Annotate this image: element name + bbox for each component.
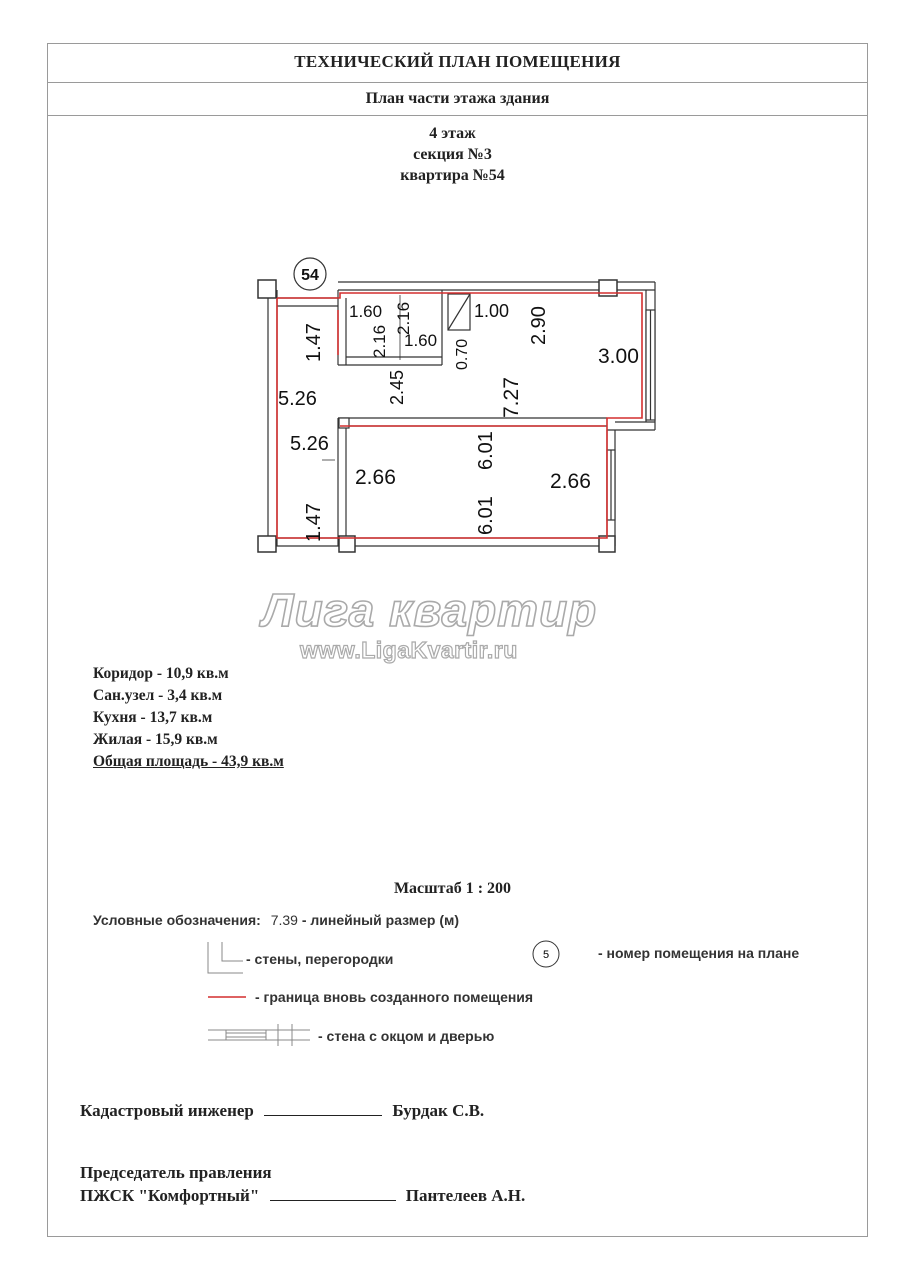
scale-label: Масштаб 1 : 200 bbox=[393, 880, 512, 897]
chair-label-2: ПЖСК "Комфортный" bbox=[80, 1186, 260, 1205]
dim-label: 0.70 bbox=[454, 338, 471, 370]
dim-label: 1.47 bbox=[303, 503, 325, 542]
legend-title bbox=[93, 912, 459, 928]
dim-label: 2.90 bbox=[528, 306, 550, 345]
legend-title-text: Условные обозначения: bbox=[93, 912, 261, 928]
area-kitchen: Кухня - 13,7 кв.м bbox=[93, 709, 213, 726]
dim-label: 1.60 bbox=[349, 302, 383, 321]
dim-label: 1.60 bbox=[404, 331, 438, 350]
dim-label: 2.66 bbox=[355, 466, 396, 489]
chair-signature-line bbox=[80, 1186, 525, 1206]
document-subtitle: План части этажа здания bbox=[48, 83, 867, 116]
dim-label: 5.26 bbox=[278, 388, 317, 410]
dim-label: 7.27 bbox=[500, 377, 523, 418]
boundary-symbol bbox=[206, 992, 248, 1002]
dim-label: 2.16 bbox=[370, 324, 389, 358]
walls-symbol bbox=[205, 940, 245, 976]
area-corridor: Коридор - 10,9 кв.м bbox=[93, 665, 229, 682]
area-total: Общая площадь - 43,9 кв.м bbox=[93, 753, 284, 770]
engineer-signature-line bbox=[80, 1101, 484, 1121]
legend-walls: - стены, перегородки bbox=[246, 951, 394, 967]
chair-signature-blank bbox=[270, 1186, 396, 1201]
engineer-label: Кадастровый инженер bbox=[80, 1101, 254, 1120]
area-living: Жилая - 15,9 кв.м bbox=[93, 731, 218, 748]
engineer-name: Бурдак С.В. bbox=[392, 1101, 485, 1120]
area-bathroom: Сан.узел - 3,4 кв.м bbox=[93, 687, 223, 704]
legend-sample-value: 7.39 bbox=[270, 912, 298, 928]
section-label: секция №3 bbox=[413, 146, 492, 163]
chair-name: Пантелеев А.Н. bbox=[405, 1186, 526, 1205]
floor-label: 4 этаж bbox=[429, 125, 476, 142]
chair-label-1: Председатель правления bbox=[80, 1163, 272, 1182]
room-number-sample: 5 bbox=[542, 949, 550, 961]
dim-label: 5.26 bbox=[290, 433, 329, 455]
legend-dimension-text: - линейный размер (м) bbox=[301, 912, 460, 928]
legend-boundary: - граница вновь созданного помещения bbox=[255, 989, 534, 1005]
watermark-brand: Лига квартир bbox=[262, 584, 598, 636]
legend-window-door: - стена с окцом и дверью bbox=[318, 1028, 495, 1044]
dim-label: 2.66 bbox=[550, 470, 591, 493]
dim-label: 2.45 bbox=[387, 369, 407, 405]
dim-label: 1.00 bbox=[474, 301, 510, 321]
watermark-url: www.LigaKvartir.ru bbox=[300, 637, 518, 663]
dim-label: 3.00 bbox=[598, 345, 639, 368]
apartment-label: квартира №54 bbox=[400, 167, 505, 184]
apartment-number: 54 bbox=[301, 267, 319, 284]
engineer-signature-blank bbox=[264, 1101, 382, 1116]
dim-label: 2.16 bbox=[394, 301, 413, 335]
dim-label: 1.47 bbox=[303, 323, 325, 362]
room-number-symbol bbox=[529, 939, 563, 969]
dim-label: 6.01 bbox=[475, 496, 497, 535]
area-list bbox=[93, 663, 284, 773]
document-title: ТЕХНИЧЕСКИЙ ПЛАН ПОМЕЩЕНИЯ bbox=[48, 44, 867, 83]
floor-plan bbox=[240, 250, 670, 560]
window-door-symbol bbox=[206, 1022, 312, 1048]
legend-room-number: - номер помещения на плане bbox=[598, 945, 800, 961]
dim-label: 6.01 bbox=[475, 431, 497, 470]
